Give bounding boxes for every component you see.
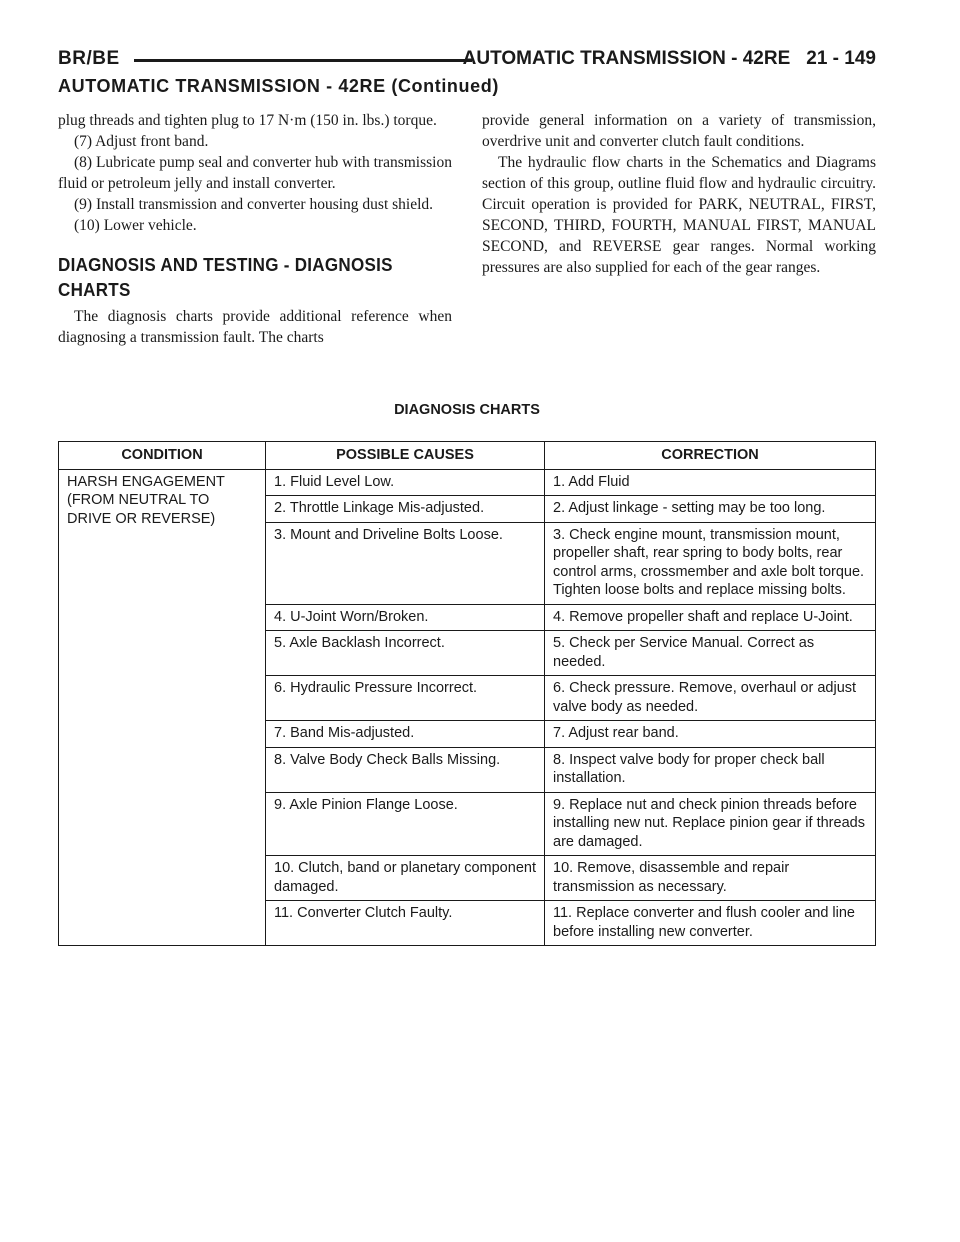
step-9: (9) Install transmission and converter housing dust shield. xyxy=(74,196,434,213)
header-right xyxy=(463,48,876,70)
header-rule xyxy=(134,59,472,62)
correction-cell: 3. Check engine mount, transmission mount, propeller shaft, rear spring to body bolts, rear control arms, crossmember and axle bolt torque. Tighten loose bolts and replace missing bolts. xyxy=(545,522,876,604)
cause-cell: 1. Fluid Level Low. xyxy=(266,469,545,496)
chart-title: DIAGNOSIS CHARTS xyxy=(394,402,540,418)
left-column xyxy=(58,110,452,348)
continued-heading: AUTOMATIC TRANSMISSION - 42RE (Continued) xyxy=(58,76,499,96)
paragraph: plug threads and tighten plug to 17 N·m (150 in. lbs.) torque. xyxy=(58,112,437,129)
right-column xyxy=(482,110,876,278)
step-8: (8) Lubricate pump seal and converter hub with transmission fluid or petroleum jelly and install converter. xyxy=(58,154,452,192)
header-section-title: AUTOMATIC TRANSMISSION - 42RE xyxy=(462,48,791,69)
cause-cell: 9. Axle Pinion Flange Loose. xyxy=(266,792,545,856)
table-header-row xyxy=(59,442,876,470)
correction-cell: 8. Inspect valve body for proper check ball installation. xyxy=(545,747,876,792)
paragraph: The hydraulic flow charts in the Schematics and Diagrams section of this group, outline fluid flow and hydraulic circuitry. Circuit operation is provided for PARK, NEUTRAL, FIRST, SECOND, THIRD, FOURTH, MANUAL FIRST, MANUAL SECOND, and REVERSE gear ranges. Normal working pressures are also supplied for each of the gear ranges. xyxy=(482,154,876,276)
diagnosis-table xyxy=(58,441,876,946)
correction-cell: 1. Add Fluid xyxy=(545,469,876,496)
step-7: (7) Adjust front band. xyxy=(74,133,209,150)
column-header: CONDITION xyxy=(59,442,266,470)
section-heading-line2: CHARTS xyxy=(58,279,131,300)
page-number: 21 - 149 xyxy=(806,48,876,69)
correction-cell: 9. Replace nut and check pinion threads before installing new nut. Replace pinion gear if threads are damaged. xyxy=(545,792,876,856)
cause-cell: 8. Valve Body Check Balls Missing. xyxy=(266,747,545,792)
cause-cell: 3. Mount and Driveline Bolts Loose. xyxy=(266,522,545,604)
condition-cell: HARSH ENGAGEMENT (FROM NEUTRAL TO DRIVE OR REVERSE) xyxy=(59,469,266,946)
correction-cell: 10. Remove, disassemble and repair transmission as necessary. xyxy=(545,856,876,901)
cause-cell: 6. Hydraulic Pressure Incorrect. xyxy=(266,676,545,721)
correction-cell: 4. Remove propeller shaft and replace U-Joint. xyxy=(545,604,876,631)
correction-cell: 6. Check pressure. Remove, overhaul or adjust valve body as needed. xyxy=(545,676,876,721)
section-heading xyxy=(58,252,420,302)
column-header: CORRECTION xyxy=(545,442,876,470)
section-body: The diagnosis charts provide additional reference when diagnosing a transmission fault. The charts xyxy=(58,308,452,346)
correction-cell: 7. Adjust rear band. xyxy=(545,721,876,748)
cause-cell: 4. U-Joint Worn/Broken. xyxy=(266,604,545,631)
step-10: (10) Lower vehicle. xyxy=(74,217,197,234)
correction-cell: 2. Adjust linkage - setting may be too long. xyxy=(545,496,876,523)
page-header xyxy=(58,46,876,74)
table-row xyxy=(59,469,876,496)
column-header: POSSIBLE CAUSES xyxy=(266,442,545,470)
correction-cell: 11. Replace converter and flush cooler and line before installing new converter. xyxy=(545,901,876,946)
cause-cell: 10. Clutch, band or planetary component damaged. xyxy=(266,856,545,901)
paragraph: provide general information on a variety of transmission, overdrive unit and converter clutch fault conditions. xyxy=(482,112,876,150)
section-heading-line1: DIAGNOSIS AND TESTING - DIAGNOSIS xyxy=(58,254,393,275)
cause-cell: 7. Band Mis-adjusted. xyxy=(266,721,545,748)
header-model: BR/BE xyxy=(58,48,120,69)
correction-cell: 5. Check per Service Manual. Correct as needed. xyxy=(545,631,876,676)
cause-cell: 11. Converter Clutch Faulty. xyxy=(266,901,545,946)
cause-cell: 2. Throttle Linkage Mis-adjusted. xyxy=(266,496,545,523)
cause-cell: 5. Axle Backlash Incorrect. xyxy=(266,631,545,676)
